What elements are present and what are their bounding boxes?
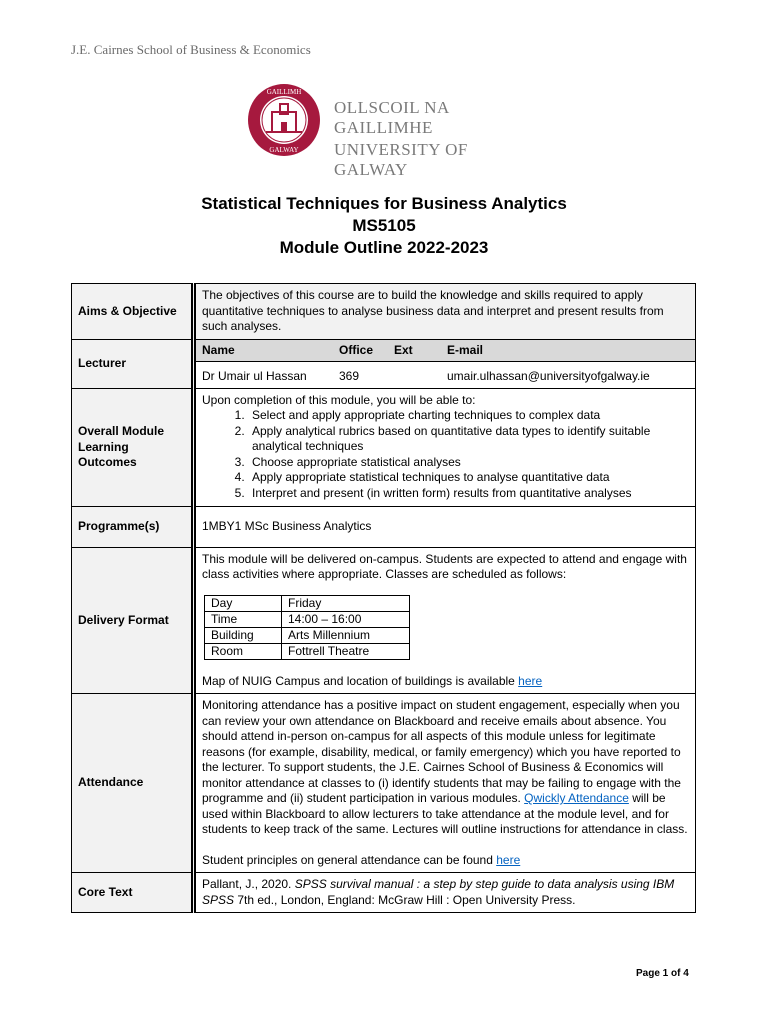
page-number: Page 1 of 4 xyxy=(636,968,689,979)
lecturer-col-email: E-mail xyxy=(447,342,484,357)
outcome-item: 1. Select and apply appropriate charting techniques to complex data xyxy=(248,408,689,424)
core-text-reference xyxy=(202,877,689,908)
logo-irish-name: OLLSCOIL NA GAILLIMHE xyxy=(334,98,449,137)
attendance-row xyxy=(72,694,696,873)
module-outline-table xyxy=(71,283,696,913)
lecturer-col-name: Name xyxy=(202,342,235,357)
aims-text: The objectives of this course are to build the knowledge and skills required to apply quantitative techniques to analyse business data and interpret and present results from such analyses. xyxy=(194,284,696,340)
module-title: Statistical Techniques for Business Analytics xyxy=(201,194,567,213)
university-logo xyxy=(246,82,526,179)
schedule-value: Arts Millennium xyxy=(282,627,410,643)
schedule-key: Building xyxy=(205,627,282,643)
outcome-item: 4. Apply appropriate statistical techniques to analyse quantitative data xyxy=(248,470,689,486)
schedule-row xyxy=(205,611,410,627)
schedule-value: Friday xyxy=(282,595,410,611)
lecturer-office: 369 xyxy=(339,369,360,383)
schedule-key: Room xyxy=(205,643,282,659)
lecturer-name: Dr Umair ul Hassan xyxy=(202,369,307,383)
schedule-row xyxy=(205,595,410,611)
programme-label: Programme(s) xyxy=(72,507,194,548)
module-title-block xyxy=(0,193,768,259)
school-header: J.E. Cairnes School of Business & Economics xyxy=(71,42,311,57)
attendance-text-after: will be used within Blackboard to allow lecturers to take attendance at the module level, and for students to keep track of the same. Lectures will outline instructions for attendance in class. xyxy=(202,791,688,836)
lecturer-data-row xyxy=(196,361,695,386)
aims-label: Aims & Objective xyxy=(72,284,194,340)
core-text-publisher: 7th ed., London, England: McGraw Hill : Open University Press. xyxy=(234,892,576,907)
class-schedule-table xyxy=(204,595,410,660)
attendance-text-before: Monitoring attendance has a positive impact on student engagement, especially when you can review your own attendance on Blackboard and receive emails about absence. You should attend in-person on-campus for all aspects of this module unless for legitimate reasons (for example, disability, medical, or family emergency) which you have reported to the lecturer. To support students, the J.E. Cairnes School of Business & Economics will monitor attendance at classes to (i) identify students that may be failing to engage with the programme and (ii) student participation in various modules. xyxy=(202,698,681,805)
lecturer-row xyxy=(72,339,696,388)
outcomes-row xyxy=(72,388,696,507)
delivery-text: This module will be delivered on-campus. Students are expected to attend and engage with class activities where appropriate. Classes are scheduled as follows: xyxy=(202,551,687,581)
core-text-author: Pallant, J., 2020. xyxy=(202,877,295,891)
schedule-row xyxy=(205,643,410,659)
lecturer-email: umair.ulhassan@universityofgalway.ie xyxy=(447,369,650,383)
campus-map-link[interactable]: here xyxy=(518,673,543,688)
schedule-value: Fottrell Theatre xyxy=(282,643,410,659)
outcome-item: 2. Apply analytical rubrics based on quantitative data types to identify suitable analytical techniques xyxy=(248,424,689,455)
aims-row xyxy=(72,284,696,340)
svg-text:GAILLIMH: GAILLIMH xyxy=(266,88,302,96)
outcome-item: 3. Choose appropriate statistical analyses xyxy=(248,455,689,471)
attendance-principles-link[interactable]: here xyxy=(496,852,521,867)
campus-map-text: Map of NUIG Campus and location of buildings is available xyxy=(202,673,519,688)
attendance-principles-text: Student principles on general attendance can be found xyxy=(202,852,497,867)
delivery-row xyxy=(72,547,696,694)
schedule-row xyxy=(205,627,410,643)
module-outline-year: Module Outline 2022-2023 xyxy=(279,238,489,257)
module-code: MS5105 xyxy=(352,216,416,235)
attendance-text xyxy=(202,698,689,838)
lecturer-col-ext: Ext xyxy=(394,342,413,357)
campus-map-line xyxy=(202,674,689,690)
lecturer-col-office: Office xyxy=(339,342,374,357)
core-text-label: Core Text xyxy=(72,873,194,913)
svg-text:GALWAY: GALWAY xyxy=(269,146,299,154)
delivery-label: Delivery Format xyxy=(72,547,194,694)
programme-row xyxy=(72,507,696,548)
core-text-row xyxy=(72,873,696,913)
outcome-item: 5. Interpret and present (in written form) results from quantitative analyses xyxy=(248,486,689,502)
schedule-key: Time xyxy=(205,611,282,627)
schedule-key: Day xyxy=(205,595,282,611)
core-text-title: SPSS survival manual : a step by step guide to data analysis using IBM SPSS xyxy=(202,877,675,907)
lecturer-label: Lecturer xyxy=(72,339,194,388)
outcomes-label: Overall Module Learning Outcomes xyxy=(72,388,194,507)
attendance-label: Attendance xyxy=(72,694,194,873)
attendance-principles-line xyxy=(202,853,689,869)
qwickly-attendance-link[interactable]: Qwickly Attendance xyxy=(524,791,629,805)
outcomes-list xyxy=(202,408,689,501)
schedule-value: 14:00 – 16:00 xyxy=(282,611,410,627)
lecturer-header-row xyxy=(196,340,695,362)
university-seal-icon xyxy=(246,82,322,158)
programme-text: 1MBY1 MSc Business Analytics xyxy=(194,507,696,548)
logo-english-name: UNIVERSITY OF GALWAY xyxy=(334,140,468,179)
outcomes-intro: Upon completion of this module, you will be able to: xyxy=(202,392,476,407)
lecturer-ext xyxy=(394,369,447,385)
